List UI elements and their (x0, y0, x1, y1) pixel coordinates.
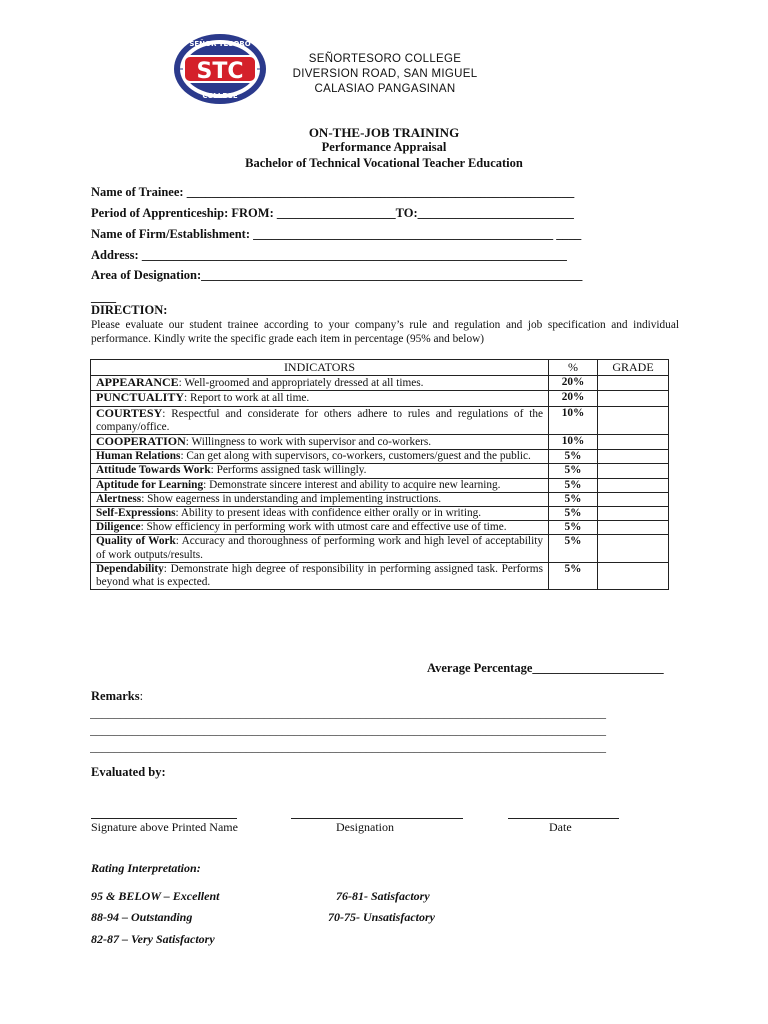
header-percent: % (549, 360, 598, 376)
rating-title: Rating Interpretation: (91, 861, 201, 875)
indicator-description: : Performs assigned task willingly. (210, 464, 367, 477)
indicator-description: : Demonstrate sincere interest and ability to acquire new learning. (203, 478, 501, 491)
grade-input-cell[interactable] (598, 521, 669, 535)
indicator-percent: 5% (549, 521, 598, 535)
college-address-1: DIVERSION ROAD, SAN MIGUEL (292, 68, 478, 80)
header-grade: GRADE (598, 360, 669, 376)
indicator-cell (91, 406, 549, 434)
indicator-percent: 5% (549, 478, 598, 492)
designation-line[interactable] (291, 818, 463, 819)
remarks-line[interactable]: ______________________________________________________________________________________ (90, 723, 606, 737)
indicator-percent: 5% (549, 507, 598, 521)
grade-input-cell[interactable] (598, 535, 669, 562)
table-row (91, 391, 669, 406)
indicator-name: Diligence (96, 521, 141, 534)
designation-label: Designation (336, 820, 394, 834)
evaluated-by-label: Evaluated by: (91, 765, 166, 779)
rating-excellent: 95 & BELOW – Excellent (91, 889, 220, 903)
indicator-name: PUNCTUALITY (96, 390, 185, 405)
table-row (91, 507, 669, 521)
grade-input-cell[interactable] (598, 376, 669, 391)
indicator-percent: 5% (549, 492, 598, 506)
indicator-cell (91, 450, 549, 464)
indicator-cell (91, 376, 549, 391)
indicator-percent: 10% (549, 435, 598, 450)
grade-input-cell[interactable] (598, 562, 669, 589)
indicator-percent: 5% (549, 450, 598, 464)
indicator-percent: 5% (549, 535, 598, 562)
date-label: Date (549, 820, 572, 834)
indicator-percent: 20% (549, 391, 598, 406)
indicator-cell (91, 492, 549, 506)
program-title: Bachelor of Technical Vocational Teacher Education (245, 156, 523, 170)
table-row (91, 492, 669, 506)
indicator-percent: 5% (549, 562, 598, 589)
indicator-description: : Show eagerness in understanding and implementing instructions. (141, 492, 442, 505)
table-row (91, 435, 669, 450)
address-field[interactable]: Address: ____________________________________________________________________ (91, 248, 567, 262)
indicator-name: COOPERATION (96, 434, 186, 449)
rating-satisfactory: 76-81- Satisfactory (336, 889, 430, 903)
indicator-cell (91, 521, 549, 535)
table-row (91, 562, 669, 589)
apprenticeship-period-field[interactable]: Period of Apprenticeship: FROM: ___________________TO:_________________________ (91, 206, 574, 220)
signature-line[interactable] (91, 818, 237, 819)
grade-input-cell[interactable] (598, 507, 669, 521)
table-row (91, 450, 669, 464)
indicator-cell (91, 507, 549, 521)
indicator-name: Aptitude for Learning (96, 478, 204, 491)
indicator-cell (91, 562, 549, 589)
indicators-table (90, 359, 669, 590)
indicator-cell (91, 391, 549, 406)
indicator-description: : Ability to present ideas with confidence either orally or in writing. (175, 507, 482, 520)
extra-line: ____ (91, 290, 116, 304)
date-line[interactable] (508, 818, 619, 819)
table-header-row (91, 360, 669, 376)
indicator-cell (91, 435, 549, 450)
remarks-colon: : (139, 689, 144, 703)
indicator-description: : Respectful and considerate for others adhere to rules and regulations of the company/office. (96, 407, 543, 433)
firm-name-field[interactable]: Name of Firm/Establishment: ________________________________________________ ____ (91, 227, 582, 241)
indicator-percent: 5% (549, 464, 598, 478)
grade-input-cell[interactable] (598, 492, 669, 506)
grade-input-cell[interactable] (598, 435, 669, 450)
rating-outstanding: 88-94 – Outstanding (91, 910, 193, 924)
direction-text: Please evaluate our student trainee according to your company’s rule and regulation and job specification and individual performance. Kindly write the specific grade each item in percentage (95% and below) (91, 319, 679, 345)
grade-input-cell[interactable] (598, 406, 669, 434)
indicator-name: APPEARANCE (96, 375, 179, 390)
page-title: ON-THE-JOB TRAINING (308, 125, 460, 140)
indicator-percent: 10% (549, 406, 598, 434)
rating-very-satisfactory: 82-87 – Very Satisfactory (91, 932, 215, 946)
trainee-name-field[interactable]: Name of Trainee: ______________________________________________________________ (91, 185, 575, 199)
indicator-description: : Report to work at all time. (184, 392, 310, 405)
page-subtitle: Performance Appraisal (321, 140, 447, 154)
college-logo (172, 32, 268, 106)
grade-input-cell[interactable] (598, 450, 669, 464)
indicator-name: Alertness (96, 492, 142, 505)
college-name: SEÑORTESORO COLLEGE (308, 53, 462, 65)
remarks-line[interactable]: ______________________________________________________________________________________ (90, 706, 606, 720)
indicator-name: Dependability (96, 562, 164, 575)
logo-text: STC (196, 59, 244, 84)
indicator-cell (91, 464, 549, 478)
table-row (91, 464, 669, 478)
table-row (91, 478, 669, 492)
remarks-label (91, 689, 143, 704)
designation-area-field[interactable]: Area of Designation:_____________________________________________________________ (91, 268, 583, 282)
direction-label: DIRECTION: (91, 303, 168, 317)
indicator-percent: 20% (549, 376, 598, 391)
indicator-name: Quality of Work (96, 535, 176, 548)
indicator-name: COURTESY (96, 405, 163, 420)
indicator-name: Attitude Towards Work (96, 464, 211, 477)
indicator-description: : Accuracy and thoroughness of performing work and high level of acceptability of work outputs/results. (96, 535, 544, 561)
indicator-description: : Demonstrate high degree of responsibility in performing assigned task. Performs beyond what is expected. (96, 562, 543, 589)
logo-ring-top: SEÑOR TESORO (189, 40, 251, 48)
rating-unsatisfactory: 70-75- Unsatisfactory (328, 910, 435, 924)
indicator-description: : Can get along with supervisors, co-workers, customers/guest and the public. (180, 450, 531, 463)
table-row (91, 406, 669, 434)
grade-input-cell[interactable] (598, 391, 669, 406)
table-row (91, 376, 669, 391)
logo-ring-bottom: COLLEGE (202, 92, 238, 100)
grade-input-cell[interactable] (598, 464, 669, 478)
remarks-label-text: Remarks (91, 689, 140, 703)
table-row (91, 521, 669, 535)
indicator-description: : Well-groomed and appropriately dressed at all times. (178, 377, 424, 390)
college-address-2: CALASIAO PANGASINAN (314, 83, 456, 95)
header-indicators: INDICATORS (91, 360, 549, 376)
signature-label: Signature above Printed Name (91, 820, 238, 834)
remarks-lines[interactable] (90, 705, 678, 756)
average-percentage-field[interactable]: Average Percentage_____________________ (427, 661, 664, 675)
grade-input-cell[interactable] (598, 478, 669, 492)
indicator-name: Human Relations (96, 450, 181, 463)
indicator-cell (91, 478, 549, 492)
indicator-description: : Willingness to work with supervisor and co-workers. (185, 436, 432, 449)
table-row (91, 535, 669, 562)
indicator-cell (91, 535, 549, 562)
indicator-description: : Show efficiency in performing work with utmost care and effective use of time. (140, 521, 507, 534)
remarks-line[interactable]: ______________________________________________________________________________________ (90, 740, 606, 754)
indicator-name: Self-Expressions (96, 507, 176, 520)
